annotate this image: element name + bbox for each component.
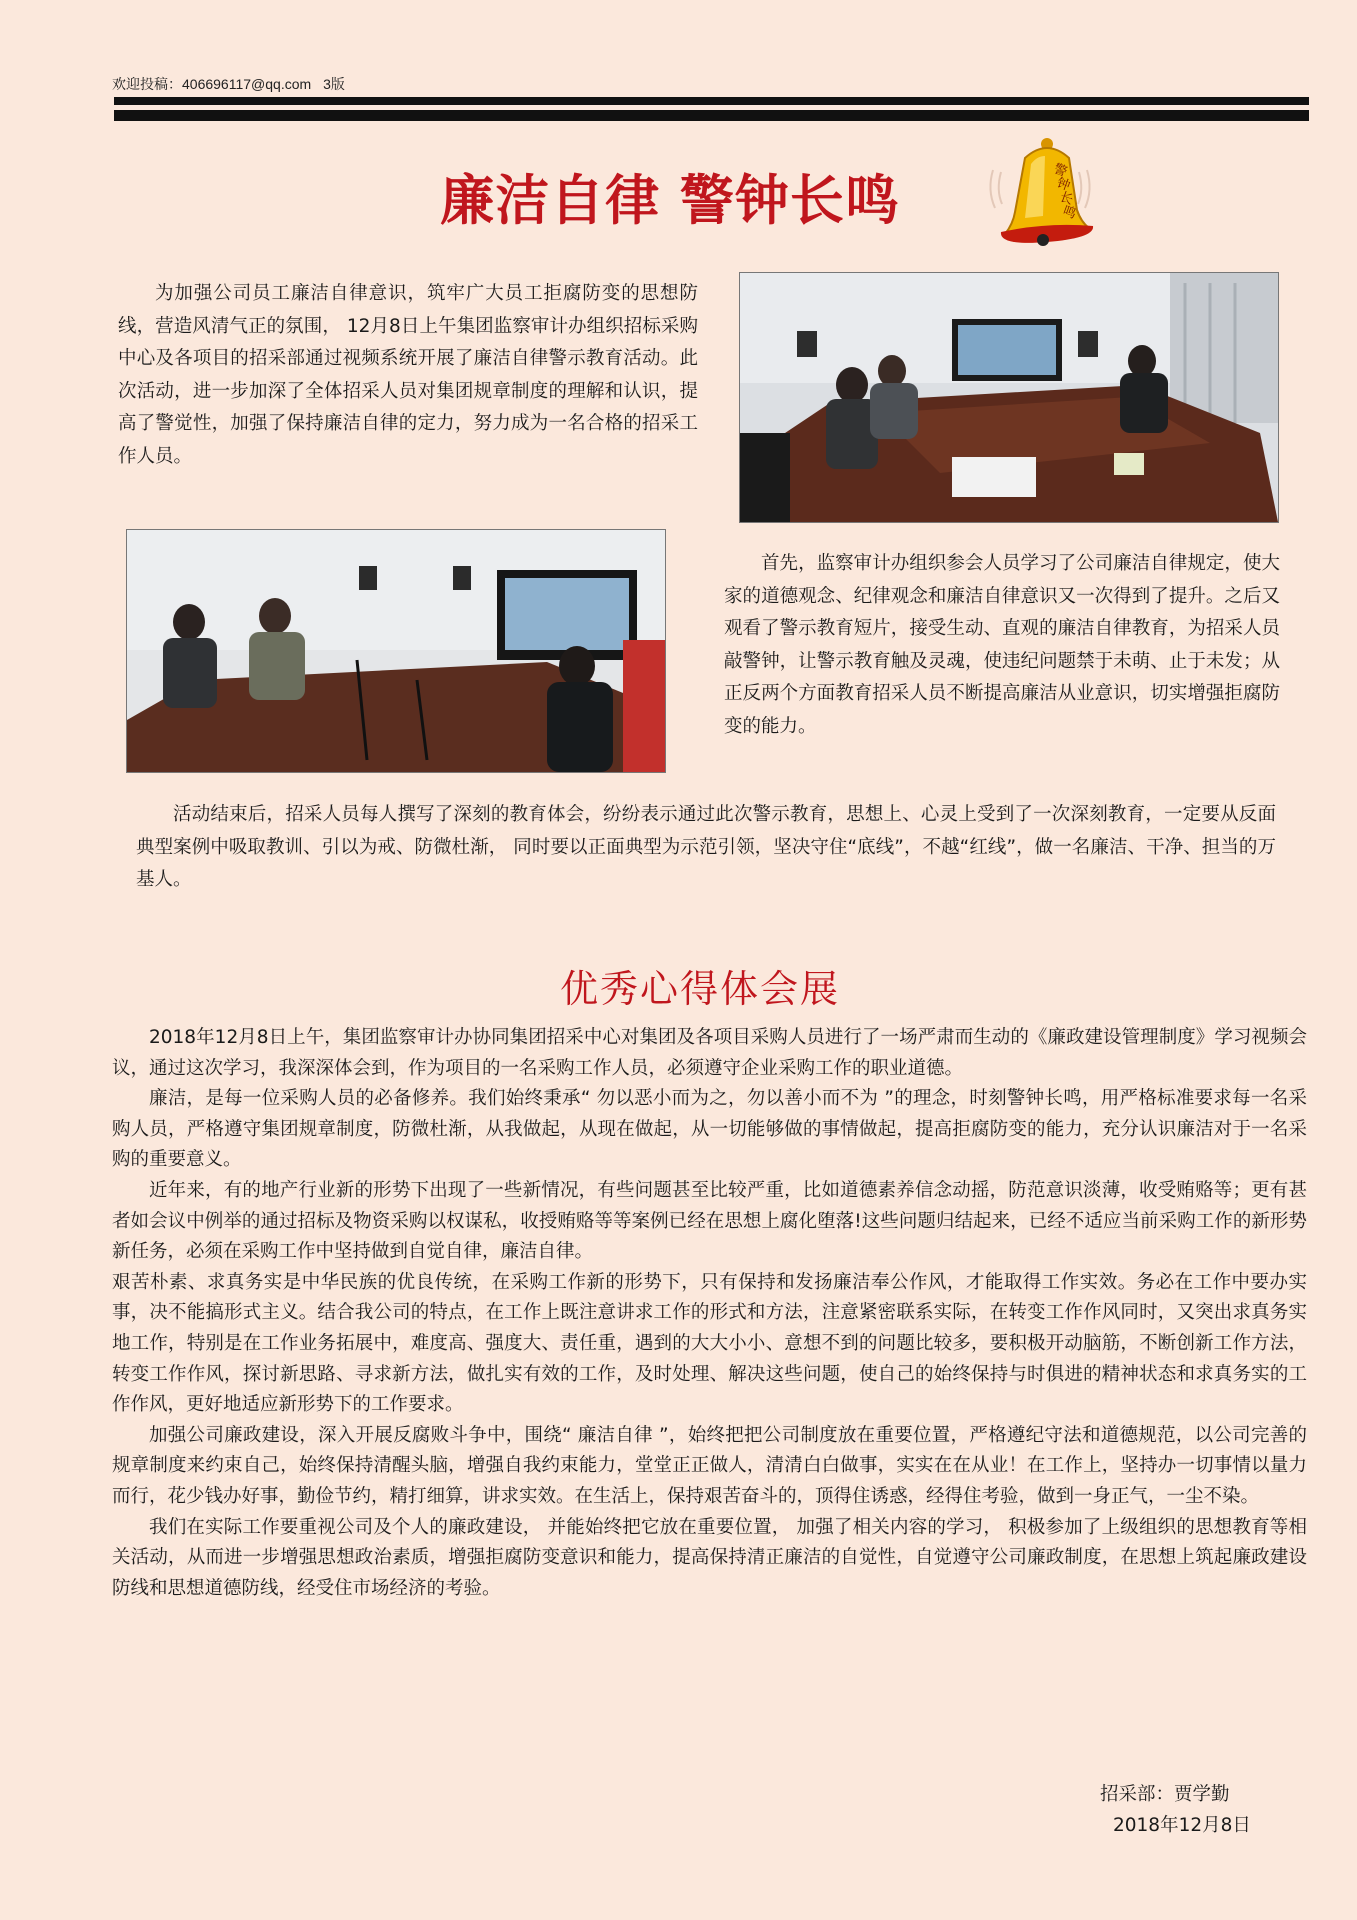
svg-text:警: 警	[1051, 161, 1069, 181]
header-rule-thick	[114, 97, 1309, 105]
essay-body	[112, 1023, 1307, 1604]
article-paragraph-3: 活动结束后，招采人员每人撰写了深刻的教育体会，纷纷表示通过此次警示教育，思想上、心灵上受到了一次深刻教育，一定要从反面典型案例中吸取教训、引以为戒、防微杜渐， 同时要以正面典型为示范引领，坚决守住“底线”，不越“红线”，做一名廉洁、干净、担当的万基人。	[136, 804, 1276, 890]
bell-icon	[985, 130, 1095, 250]
meeting-photo-1	[739, 272, 1279, 523]
meeting-photo-2	[126, 529, 666, 773]
header-page-number: 3版	[323, 76, 345, 92]
svg-text:长: 长	[1057, 189, 1075, 209]
author-signature: 招采部：贾学勤	[1100, 1784, 1230, 1805]
article-paragraph-2: 首先，监察审计办组织参会人员学习了公司廉洁自律规定，使大家的道德观念、纪律观念和廉洁自律意识又一次得到了提升。之后又观看了警示教育短片，接受生动、直观的廉洁自律教育，为招采人员敲警钟，让警示教育触及灵魂，使违纪问题禁于未萌、止于未发；从正反两个方面教育招采人员不断提高廉洁从业意识，切实增强拒腐防变的能力。	[724, 553, 1280, 737]
svg-text:钟: 钟	[1054, 175, 1072, 195]
article-title: 廉洁自律 警钟长鸣	[440, 168, 900, 232]
essay-paragraph-6: 我们在实际工作要重视公司及个人的廉政建设， 并能始终把它放在重要位置， 加强了相关内容的学习， 积极参加了上级组织的思想教育等相关活动，从而进一步增强思想政治素质，增强拒腐防变意识和能力，提高保持清正廉洁的自觉性，自觉遵守公司廉政制度，在思想上筑起廉政建设防线和思想道德防线，经受住市场经济的考验。	[112, 1516, 1307, 1599]
svg-text:鸣: 鸣	[1060, 203, 1078, 223]
section-title: 优秀心得体会展	[559, 967, 840, 1011]
header-contact-line	[112, 74, 1162, 94]
essay-paragraph-4: 艰苦朴素、求真务实是中华民族的优良传统，在采购工作新的形势下，只有保持和发扬廉洁奉公作风，才能取得工作实效。务必在工作中要办实事，决不能搞形式主义。结合我公司的特点，在工作上既注意讲求工作的形式和方法，注意紧密联系实际，在转变工作作风同时，又突出求真务实地工作，特别是在工作业务拓展中，难度高、强度大、责任重，遇到的大大小小、意想不到的问题比较多，要积极开动脑筋，不断创新工作方法，转变工作作风，探讨新思路、寻求新方法，做扎实有效的工作，及时处理、解决这些问题，使自己的始终保持与时俱进的精神状态和求真务实的工作作风，更好地适应新形势下的工作要求。	[112, 1271, 1307, 1416]
header-contact: 欢迎投稿：406696117@qq.com	[112, 76, 312, 92]
essay-paragraph-5: 加强公司廉政建设，深入开展反腐败斗争中，围绕“ 廉洁自律 ”，始终把把公司制度放在重要位置，严格遵纪守法和道德规范，以公司完善的规章制度来约束自己，始终保持清醒头脑，增强自我约束能力，堂堂正正做人，清清白白做事，实实在在从业！在工作上，坚持办一切事情以量力而行，花少钱办好事，勤俭节约，精打细算，讲求实效。在生活上，保持艰苦奋斗的，顶得住诱惑，经得住考验，做到一身正气，一尘不染。	[112, 1424, 1307, 1507]
author-date: 2018年12月8日	[1113, 1815, 1251, 1836]
header-rule-thin	[114, 110, 1309, 121]
article-paragraph-1: 为加强公司员工廉洁自律意识，筑牢广大员工拒腐防变的思想防线，营造风清气正的氛围， 12月8日上午集团监察审计办组织招标采购中心及各项目的招采部通过视频系统开展了廉洁自律警示教育活动。此次活动，进一步加深了全体招采人员对集团规章制度的理解和认识，提高了警觉性，加强了保持廉洁自律的定力，努力成为一名合格的招采工作人员。	[118, 283, 698, 467]
essay-paragraph-1: 2018年12月8日上午，集团监察审计办协同集团招采中心对集团及各项目采购人员进行了一场严肃而生动的《廉政建设管理制度》学习视频会议，通过这次学习，我深深体会到，作为项目的一名采购工作人员，必须遵守企业采购工作的职业道德。	[112, 1027, 1307, 1079]
essay-paragraph-3: 近年来，有的地产行业新的形势下出现了一些新情况，有些问题甚至比较严重，比如道德素养信念动摇，防范意识淡薄，收受贿赂等；更有甚者如会议中例举的通过招标及物资采购以权谋私，收授贿赂等等案例已经在思想上腐化堕落!这些问题归结起来，已经不适应当前采购工作的新形势新任务，必须在采购工作中坚持做到自觉自律，廉洁自律。	[112, 1179, 1307, 1263]
essay-paragraph-2: 廉洁，是每一位采购人员的必备修养。我们始终秉承“ 勿以恶小而为之，勿以善小而不为 ”的理念，时刻警钟长鸣，用严格标准要求每一名采购人员，严格遵守集团规章制度，防微杜渐，从我做起，从现在做起，从一切能够做的事情做起，提高拒腐防变的能力，充分认识廉洁对于一名采购的重要意义。	[112, 1088, 1307, 1171]
